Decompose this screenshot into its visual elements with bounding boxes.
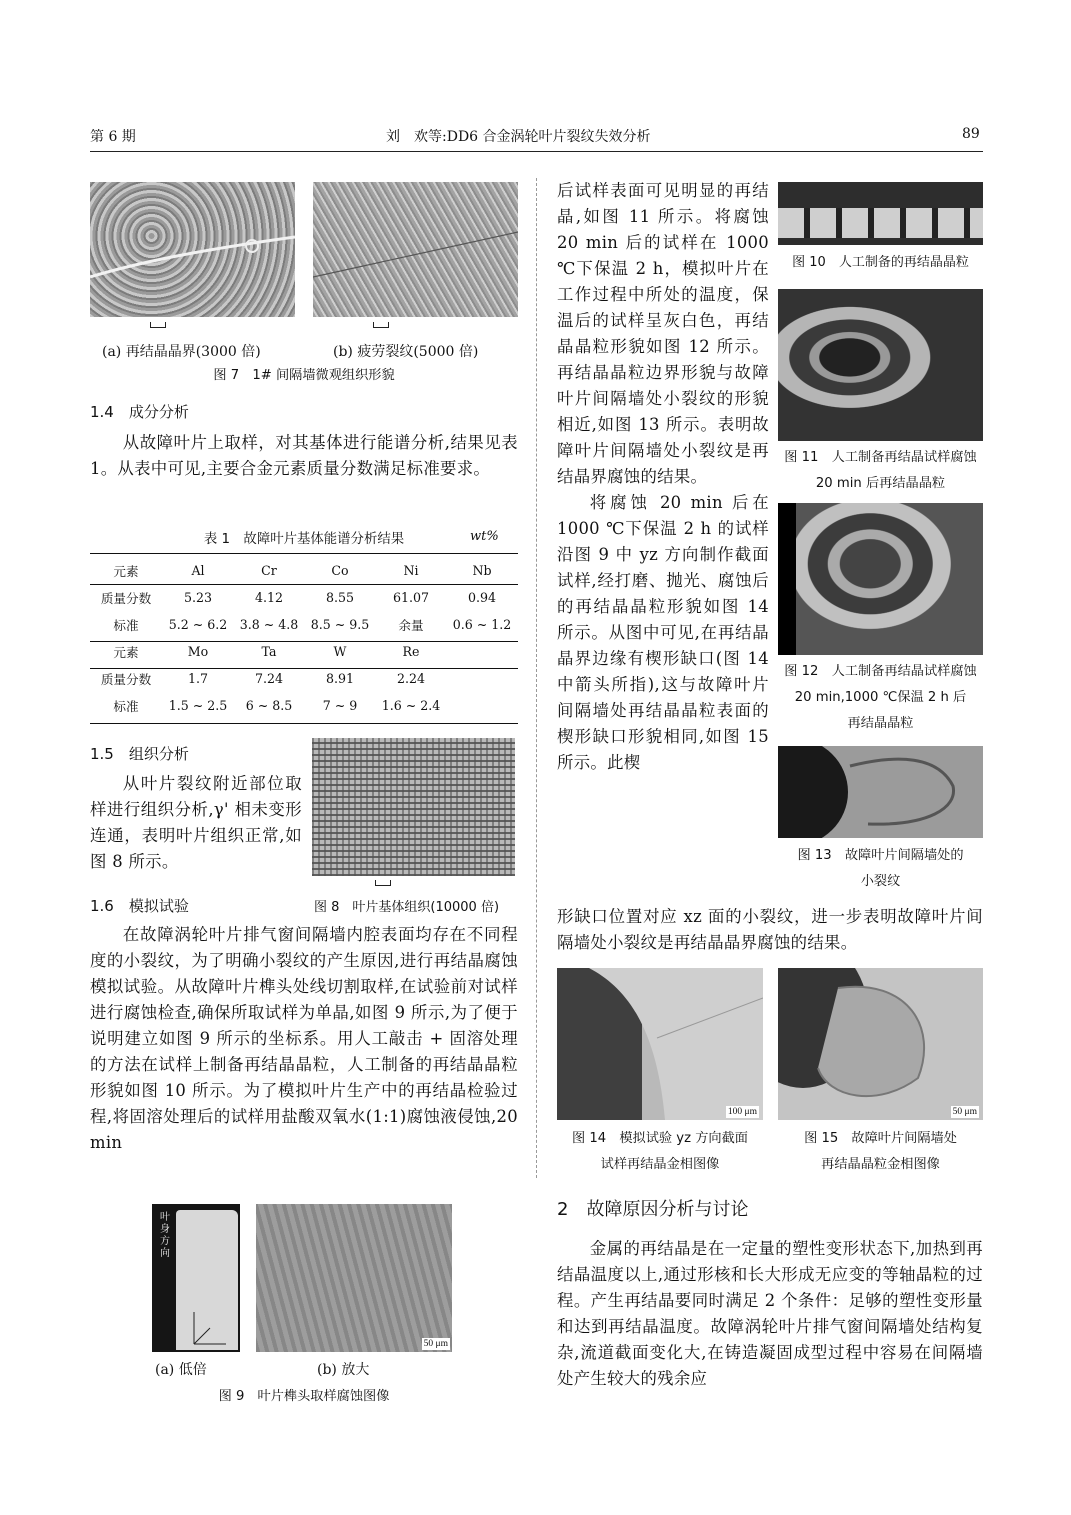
fig14-scale-label: 100 μm xyxy=(727,1107,757,1117)
fig14-caption-line2: 试样再结晶金相图像 xyxy=(600,1157,720,1172)
fig12-caption-line1: 图 12 人工制备再结晶试样腐蚀 xyxy=(784,664,977,679)
section-2-paragraph: 金属的再结晶是在一定量的塑性变形状态下,加热到再结晶温度以上,通过形核和长大形成无应变的等轴晶粒的过程。产生再结晶要同时满足 2 个条件：足够的塑性变形量和达到再结晶温度。故障涡轮叶片排气窗间隔墙处结构复杂,流道截面变化大,在铸造凝固成型过程中容易在间隔墙处产生较大的残余应 xyxy=(557,1239,983,1388)
fig7b-scale-bar xyxy=(373,322,389,328)
table-cell: 标准 xyxy=(113,699,139,714)
header-title: 刘 欢等:DD6 合金涡轮叶片裂纹失效分析 xyxy=(386,129,651,145)
table1-unit: wt% xyxy=(470,529,499,544)
table-cell: 余量 xyxy=(398,618,424,633)
header-rule xyxy=(90,151,983,152)
fig15-image xyxy=(778,968,983,1120)
table-cell: 7 ~ 9 xyxy=(322,698,358,713)
fig9b-micrograph xyxy=(256,1204,452,1352)
table-row xyxy=(90,665,518,692)
fig10-image xyxy=(778,182,983,245)
fig9a-low-mag-image xyxy=(152,1204,240,1352)
fig9-caption: 图 9 叶片榫头取样腐蚀图像 xyxy=(218,1389,390,1404)
fig8-micrograph xyxy=(312,738,515,876)
table-cell: 元素 xyxy=(113,564,139,579)
table-cell: Co xyxy=(331,563,349,578)
section-1-6-paragraph: 在故障涡轮叶片排气窗间隔墙内腔表面均存在不同程度的小裂纹，为了明确小裂纹的产生原因,进行再结晶腐蚀模拟试验。从故障叶片榫头处线切割取样,在试验前对试样进行腐蚀检查,确保所取试样为单晶,如图 9 所示,为了便于说明建立如图 9 所示的坐标系。用人工敲击 + 固溶处理的方法在试样上制备再结晶晶粒，人工制备的再结晶晶粒形貌如图 10 所示。为了模拟叶片生产中的再结晶检验过程,将固溶处理后的试样用盐酸双氧水(1:1)腐蚀液侵蚀,20 min xyxy=(90,925,518,1152)
table-row xyxy=(90,692,518,719)
section-2-title: 2 故障原因分析与讨论 xyxy=(557,1199,749,1220)
table-cell xyxy=(446,665,518,692)
fig14-image xyxy=(557,968,763,1120)
fig13-caption-line2: 小裂纹 xyxy=(860,874,901,889)
table-cell: 7.24 xyxy=(254,671,284,686)
fig11-caption-line1: 图 11 人工制备再结晶试样腐蚀 xyxy=(784,450,977,465)
table-cell: 0.6 ~ 1.2 xyxy=(452,617,512,632)
table-cell: 1.7 xyxy=(187,671,209,686)
table-cell: 8.5 ~ 9.5 xyxy=(310,617,370,632)
fig15-scale-label: 50 μm xyxy=(952,1107,977,1117)
fig11-image xyxy=(778,289,983,441)
section-1-5-paragraph: 从叶片裂纹附近部位取样进行组织分析,γ' 相未变形连通，表明叶片组织正常,如图 8 所示。 xyxy=(90,774,302,871)
table-cell: Cr xyxy=(261,563,277,578)
section-1-4-title: 1.4 成分分析 xyxy=(90,403,189,421)
header-issue: 第 6 期 xyxy=(90,129,136,145)
table-cell: 质量分数 xyxy=(100,672,152,687)
table-cell: 3.8 ~ 4.8 xyxy=(239,617,299,632)
fig8-caption: 图 8 叶片基体组织(10000 倍) xyxy=(314,900,500,915)
fig9b-caption: (b) 放大 xyxy=(317,1362,370,1378)
fig13-caption-line1: 图 13 故障叶片间隔墙处的 xyxy=(797,848,964,863)
table-cell: 2.24 xyxy=(396,671,426,686)
fig15-caption-line1: 图 15 故障叶片间隔墙处 xyxy=(804,1131,957,1146)
table-cell xyxy=(446,638,518,665)
right-paragraph-3-wrap xyxy=(557,904,983,956)
section-2-body xyxy=(557,1236,983,1392)
header-page: 89 xyxy=(962,126,980,142)
table-cell: Mo xyxy=(187,644,209,659)
table-cell: 5.2 ~ 6.2 xyxy=(168,617,228,632)
fig12-caption-line3: 再结晶晶粒 xyxy=(847,716,914,731)
column-divider xyxy=(536,178,537,1178)
right-paragraph-1: 后试样表面可见明显的再结晶,如图 11 所示。将腐蚀 20 min 后的试样在 1000 ℃下保温 2 h，模拟叶片在工作过程中所处的温度，保温后的试样呈灰白色，再结晶晶粒形貌如图 12 所示。再结晶晶粒边界形貌与故障叶片间隔墙处小裂纹的形貌相近,如图 13 所示。表明故障叶片间隔墙处小裂纹是再结晶界腐蚀的结果。 xyxy=(557,181,769,486)
right-paragraph-2: 将腐蚀 20 min 后在 1000 ℃下保温 2 h 的试样沿图 9 中 yz 方向制作截面试样,经打磨、抛光、腐蚀后的再结晶晶粒形貌如图 14 所示。从图中可见,在再结晶晶界边缘有楔形缺口(图 14 中箭头所指),这与故障叶片间隔墙处再结晶晶粒表面的楔形缺口形貌相同,如图 15 所示。此楔 xyxy=(557,493,769,772)
fig12-caption-line2: 20 min,1000 ℃保温 2 h 后 xyxy=(794,690,967,705)
right-column-body xyxy=(557,178,769,776)
table-cell: 6 ~ 8.5 xyxy=(245,698,293,713)
fig7a-scale-bar xyxy=(150,322,166,328)
table-cell: Re xyxy=(402,644,420,659)
fig14-caption-line1: 图 14 模拟试验 yz 方向截面 xyxy=(572,1131,748,1146)
table1-top-rule xyxy=(90,553,518,554)
right-paragraph-3: 形缺口位置对应 xz 面的小裂纹，进一步表明故障叶片间隔墙处小裂纹是再结晶晶界腐蚀的结果。 xyxy=(557,907,983,952)
fig11-caption-line2: 20 min 后再结晶晶粒 xyxy=(815,476,946,491)
fig7a-micrograph xyxy=(90,182,295,317)
table-cell: 8.55 xyxy=(325,590,355,605)
section-1-6-body xyxy=(90,922,518,1156)
fig10-caption: 图 10 人工制备的再结晶晶粒 xyxy=(792,255,969,270)
table-cell: 0.94 xyxy=(467,590,497,605)
table-cell: 1.6 ~ 2.4 xyxy=(381,698,441,713)
table-cell: 标准 xyxy=(113,618,139,633)
table-row xyxy=(90,638,518,665)
table-row xyxy=(90,611,518,638)
table1-title: 表 1 故障叶片基体能谱分析结果 xyxy=(203,532,405,547)
fig12-image xyxy=(778,503,983,655)
section-1-4-paragraph: 从故障叶片上取样，对其基体进行能谱分析,结果见表 1。从表中可见,主要合金元素质量分数满足标准要求。 xyxy=(90,433,518,478)
fig7a-caption: (a) 再结晶晶界(3000 倍) xyxy=(102,344,261,360)
section-1-6-title: 1.6 模拟试验 xyxy=(90,897,189,915)
table1 xyxy=(90,557,518,719)
table-cell: 61.07 xyxy=(392,590,430,605)
fig13-image xyxy=(778,746,983,838)
table-cell: Al xyxy=(191,563,205,578)
table-cell: W xyxy=(333,644,347,659)
table-cell xyxy=(446,692,518,719)
table-cell: 1.5 ~ 2.5 xyxy=(168,698,228,713)
table-cell: 质量分数 xyxy=(100,591,152,606)
table-cell: 元素 xyxy=(113,645,139,660)
fig9a-axes-icon xyxy=(152,1204,240,1352)
section-1-4-body xyxy=(90,430,518,482)
fig8-scale-bar xyxy=(375,880,391,886)
table1-bottom-rule xyxy=(90,723,518,724)
fig9a-caption: (a) 低倍 xyxy=(155,1362,207,1378)
table-cell: 5.23 xyxy=(183,590,213,605)
fig7-caption: 图 7 1# 间隔墙微观组织形貌 xyxy=(213,368,395,383)
table-cell: Ni xyxy=(403,563,419,578)
table-cell: Nb xyxy=(472,563,492,578)
fig7b-micrograph xyxy=(313,182,518,317)
fig7b-caption: (b) 疲劳裂纹(5000 倍) xyxy=(333,344,479,360)
fig9a-side-label: 叶身方向 xyxy=(160,1212,170,1259)
section-1-5-body xyxy=(90,771,302,875)
section-1-5-title: 1.5 组织分析 xyxy=(90,745,189,763)
table-row xyxy=(90,584,518,611)
table-row xyxy=(90,557,518,584)
table-cell: Ta xyxy=(261,644,277,659)
fig15-caption-line2: 再结晶晶粒金相图像 xyxy=(821,1157,940,1172)
fig9b-scale-label: 50 μm xyxy=(423,1339,448,1349)
table-cell: 4.12 xyxy=(254,590,284,605)
table-cell: 8.91 xyxy=(325,671,355,686)
